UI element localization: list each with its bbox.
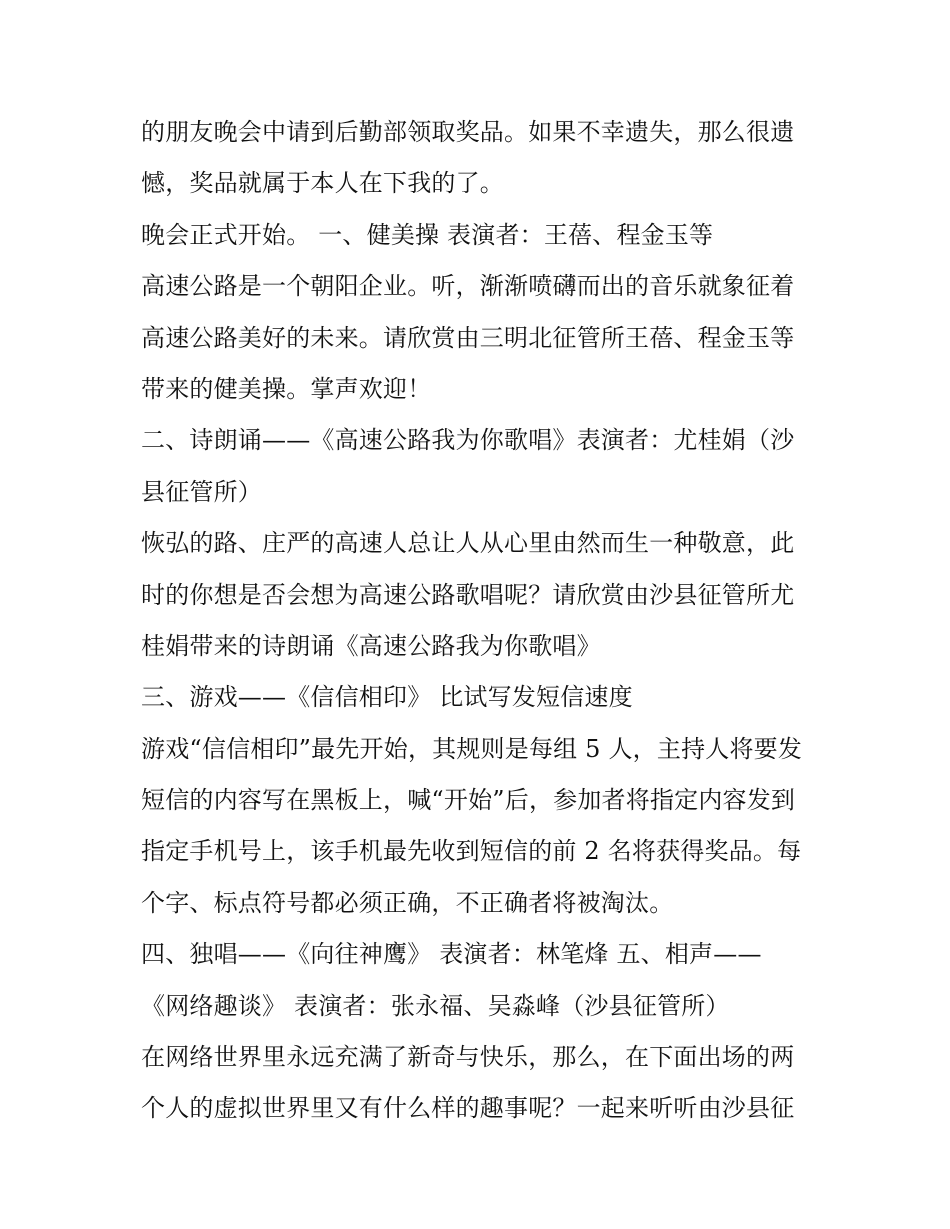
text-line-3: 晚会正式开始。 一、健美操 表演者：王蓓、程金玉等 (141, 220, 714, 249)
text-line-6: 带来的健美操。掌声欢迎！ (141, 374, 432, 403)
text-line-8: 县征管所） (141, 477, 262, 506)
text-line-10: 时的你想是否会想为高速公路歌唱呢？请欣赏由沙县征管所尤 (141, 580, 795, 609)
text-line-18: 《网络趣谈》 表演者：张永福、吴淼峰（沙县征管所） (141, 991, 730, 1020)
text-line-16: 个字、标点符号都必须正确，不正确者将被淘汰。 (141, 888, 674, 917)
text-line-9: 恢弘的路、庄严的高速人总让人从心里由然而生一种敬意，此 (141, 529, 795, 558)
document-body (141, 107, 821, 1135)
text-line-20: 个人的虚拟世界里又有什么样的趣事呢？一起来听听由沙县征 (141, 1094, 795, 1123)
text-line-19: 在网络世界里永远充满了新奇与快乐，那么，在下面出场的两 (141, 1043, 795, 1072)
text-line-17: 四、独唱——《向往神鹰》 表演者：林笔烽 五、相声—— (141, 940, 762, 969)
text-line-14: 短信的内容写在黑板上，喊“开始”后，参加者将指定内容发到 (141, 786, 796, 815)
text-line-5: 高速公路美好的未来。请欣赏由三明北征管所王蓓、程金玉等 (141, 323, 795, 352)
text-line-12: 三、游戏——《信信相印》 比试写发短信速度 (141, 683, 633, 712)
text-line-11: 桂娟带来的诗朗诵《高速公路我为你歌唱》 (141, 631, 601, 660)
text-line-15: 指定手机号上，该手机最先收到短信的前 2 名将获得奖品。每 (141, 837, 802, 866)
text-line-2: 憾，奖品就属于本人在下我的了。 (141, 169, 504, 198)
text-line-1: 的朋友晚会中请到后勤部领取奖品。如果不幸遗失，那么很遗 (141, 118, 795, 146)
text-line-7: 二、诗朗诵——《高速公路我为你歌唱》表演者：尤桂娟（沙 (141, 426, 795, 455)
text-line-4: 高速公路是一个朝阳企业。听，渐渐喷礴而出的音乐就象征着 (141, 272, 795, 301)
text-line-13: 游戏“信信相印”最先开始，其规则是每组 5 人，主持人将要发 (141, 734, 803, 763)
